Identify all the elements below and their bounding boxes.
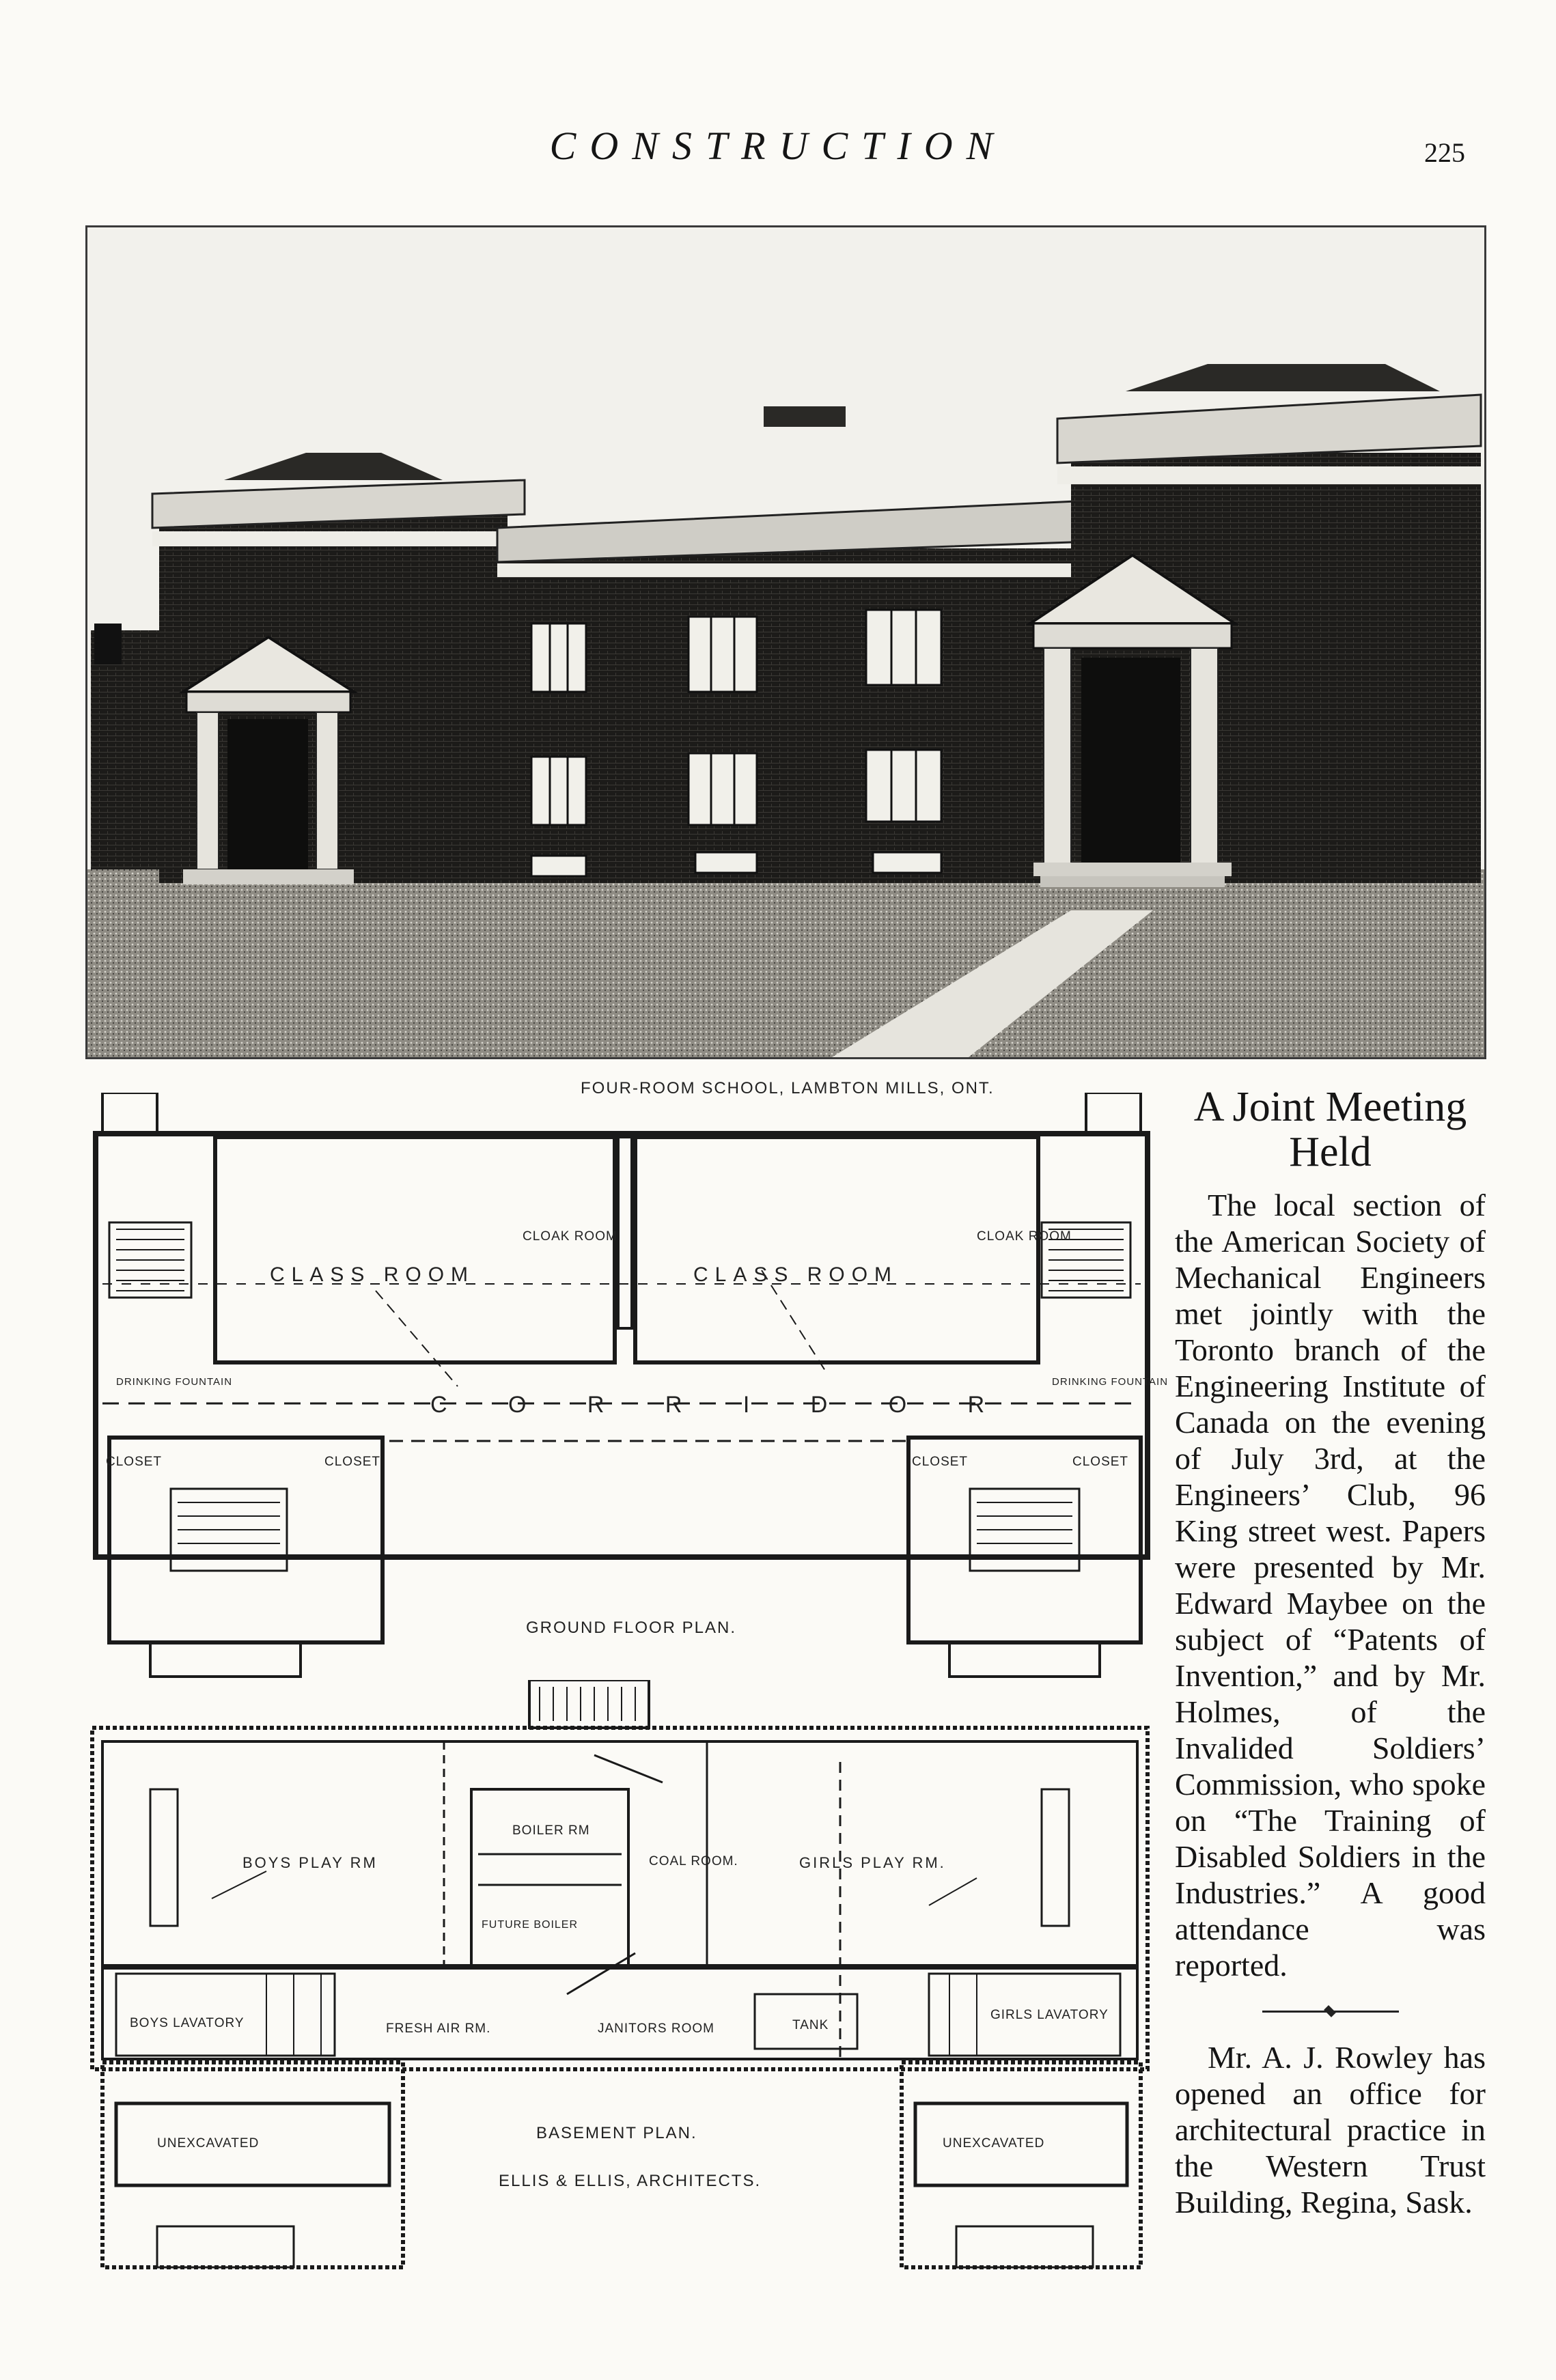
closet-label-2: CLOSET (324, 1455, 381, 1469)
running-title: CONSTRUCTION (549, 124, 1007, 168)
janitors-room-label: JANITORS ROOM (598, 2021, 714, 2036)
ground-floor-drawing (89, 1093, 1154, 1680)
fresh-air-room-label: FRESH AIR RM. (386, 2021, 491, 2036)
cloak-room-right-label: CLOAK ROOM (977, 1229, 1072, 1244)
classroom-left-label: CLASS ROOM (270, 1263, 475, 1286)
article-paragraph-2: Mr. A. J. Rowley has opened an office for architectural practice in the Western Trust Building, Regina, Sask. (1175, 2040, 1486, 2220)
unexcavated-left-label: UNEXCAVATED (157, 2136, 260, 2151)
cloak-room-left-label: CLOAK ROOM (523, 1229, 617, 1244)
basement-caption: BASEMENT PLAN. (536, 2124, 697, 2142)
tank-label: TANK (792, 2018, 829, 2032)
basement-drawing (89, 1680, 1154, 2281)
article-column (1175, 1084, 1486, 2220)
ground-floor-caption: GROUND FLOOR PLAN. (526, 1619, 737, 1637)
school-photograph (85, 225, 1486, 1059)
article-paragraph-1: The local section of the American Society of Mechanical Engineers met jointly with the Toronto branch of the Engineering Institute of Canada on the evening of July 3rd, at the Engineers’ Club, 96 King street west. Papers were presented by Mr. Edward Maybee on the subject of “Patents of Invention,” and by Mr. Holmes, of the Invalided Soldiers’ Commission, who spoke on “The Training of Disabled Soldiers in the Industries.” A good attendance was reported. (1175, 1188, 1486, 1983)
girls-lavatory-label: GIRLS LAVATORY (990, 2008, 1109, 2022)
architects-credit: ELLIS & ELLIS, ARCHITECTS. (499, 2172, 762, 2190)
fountain-right-label: DRINKING FOUNTAIN (1052, 1376, 1169, 1388)
future-boiler-label: FUTURE BOILER (482, 1919, 579, 1931)
boys-play-room-label: BOYS PLAY RM (242, 1854, 378, 1871)
classroom-right-label: CLASS ROOM (693, 1263, 899, 1286)
article-title: A Joint Meeting Held (1193, 1084, 1467, 1175)
school-building-illustration (87, 227, 1484, 1057)
corridor-label: C O R R I D O R (430, 1392, 1012, 1418)
unexcavated-right-label: UNEXCAVATED (943, 2136, 1045, 2151)
boys-lavatory-label: BOYS LAVATORY (130, 2016, 245, 2030)
closet-label-4: CLOSET (1072, 1455, 1129, 1469)
girls-play-room-label: GIRLS PLAY RM. (799, 1854, 946, 1871)
closet-label-1: CLOSET (106, 1455, 163, 1469)
section-divider-ornament (1262, 2006, 1399, 2016)
fountain-left-label: DRINKING FOUNTAIN (116, 1376, 233, 1388)
ground-floor-plan (89, 1093, 1169, 1680)
closet-label-3: CLOSET (912, 1455, 969, 1469)
boiler-room-label: BOILER RM (512, 1823, 590, 1838)
coal-room-label: COAL ROOM. (649, 1854, 738, 1868)
basement-plan (89, 1680, 1154, 2281)
page-number: 225 (1424, 137, 1465, 168)
photo-caption: FOUR-ROOM SCHOOL, LAMBTON MILLS, ONT. (581, 1079, 995, 1097)
